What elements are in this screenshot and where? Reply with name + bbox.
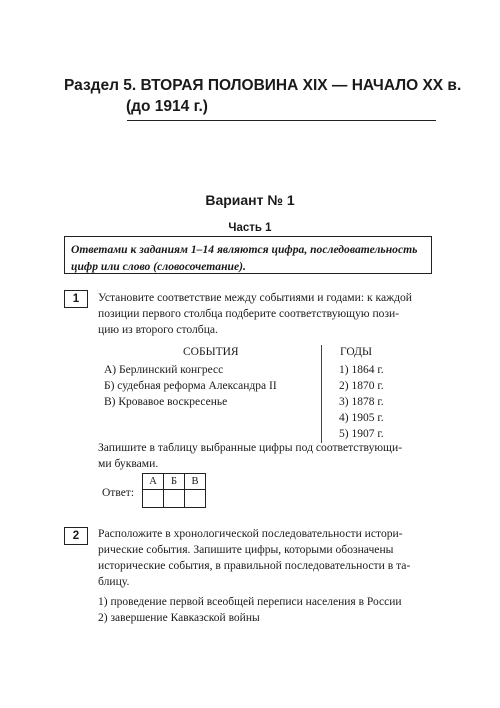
task2-item-1: 1) проведение первой всеобщей переписи населения в России — [98, 596, 402, 608]
year-option-5: 5) 1907 г. — [339, 428, 384, 440]
task2-question — [98, 526, 438, 590]
year-option-2: 2) 1870 г. — [339, 380, 384, 392]
task2-question-line: рические события. Запишите цифры, которыми обозначены — [98, 543, 394, 556]
task1-question-line: цию из второго столбца. — [98, 323, 218, 336]
events-column-header: СОБЫТИЯ — [183, 346, 239, 358]
section-subtitle: (до 1914 г.) — [126, 98, 208, 115]
instructions-line-1: Ответами к заданиям 1–14 являются цифра, последовательность — [71, 243, 418, 256]
section-rule — [127, 120, 436, 121]
column-divider — [321, 345, 322, 443]
task1-question — [98, 290, 438, 338]
task1-question-line: Установите соответствие между событиями и годами: к каждой — [98, 291, 412, 304]
event-item-b: Б) судебная реформа Александра II — [104, 380, 277, 392]
answer-cell-b[interactable] — [164, 490, 185, 508]
task1-instruction — [98, 440, 438, 472]
year-option-4: 4) 1905 г. — [339, 412, 384, 424]
task-number-1: 1 — [64, 290, 88, 308]
answer-letter-a: А — [143, 474, 164, 490]
task1-instruction-line: Запишите в таблицу выбранные цифры под соответствующи- — [98, 441, 403, 454]
answer-cell-a[interactable] — [143, 490, 164, 508]
task1-question-line: позиции первого столбца подберите соответствующую пози- — [98, 307, 400, 320]
task2-question-line: исторические события, в правильной последовательности в та- — [98, 559, 411, 572]
part-title: Часть 1 — [228, 222, 272, 234]
event-item-c: В) Кровавое воскресенье — [104, 396, 228, 408]
answer-letter-b: Б — [164, 474, 185, 490]
year-option-1: 1) 1864 г. — [339, 364, 384, 376]
task2-item-2: 2) завершение Кавказской войны — [98, 612, 260, 624]
year-option-3: 3) 1878 г. — [339, 396, 384, 408]
answer-cell-c[interactable] — [185, 490, 206, 508]
section-title: Раздел 5. ВТОРАЯ ПОЛОВИНА XIX — НАЧАЛО XX в. — [64, 77, 462, 94]
event-item-a: А) Берлинский конгресс — [104, 364, 224, 376]
task1-instruction-line: ми буквами. — [98, 457, 159, 470]
variant-title: Вариант № 1 — [205, 192, 295, 208]
answer-label: Ответ: — [102, 487, 135, 499]
answer-letter-c: В — [185, 474, 206, 490]
instructions-box — [64, 236, 432, 274]
years-column-header: ГОДЫ — [340, 346, 372, 358]
task-number-2: 2 — [64, 527, 88, 545]
task2-question-line: блицу. — [98, 575, 130, 588]
instructions-line-2: цифр или слово (словосочетание). — [71, 260, 246, 273]
answer-grid — [142, 473, 206, 508]
task2-question-line: Расположите в хронологической последовательности истори- — [98, 527, 403, 540]
